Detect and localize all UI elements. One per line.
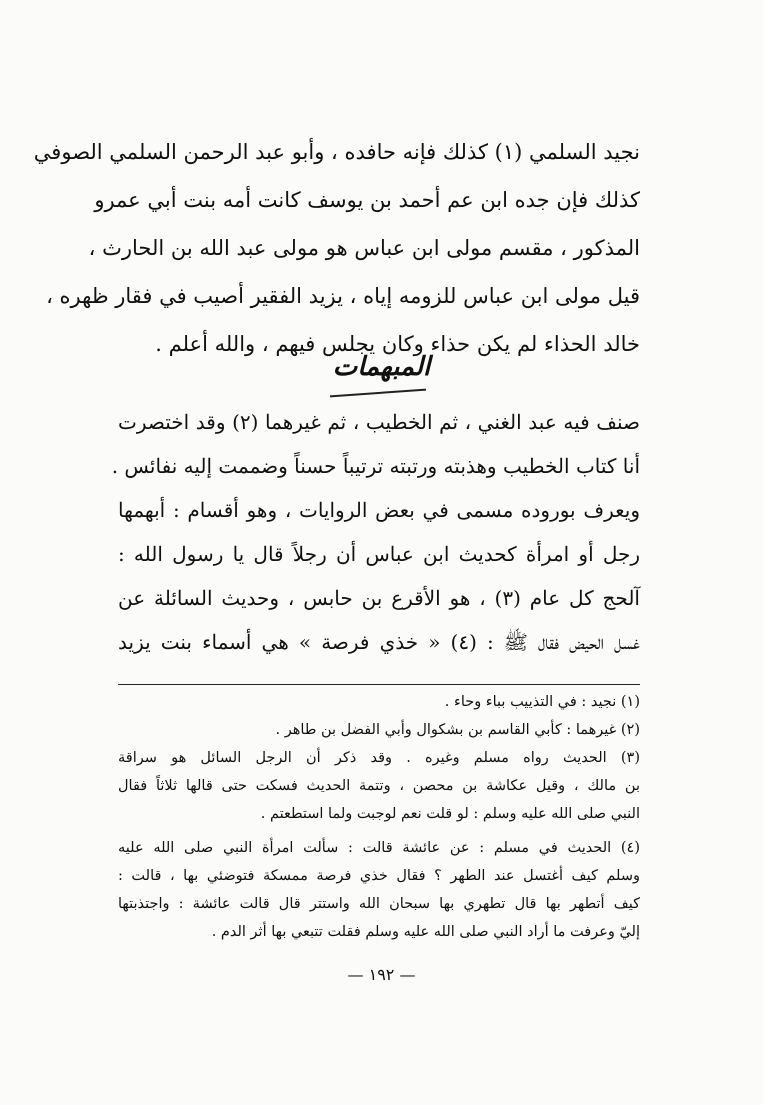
text-line: ويعرف بوروده مسمى في بعض الروايات ، وهو أقسام : أبهمها	[118, 498, 640, 522]
footnote-line: وسلم كيف أغتسل عند الطهر ؟ فقال خذي فرصة ممسكة فتوضئي بها ، قالت :	[118, 868, 640, 884]
text-line: آلحج كل عام (٣) ، هو الأقرع بن حابس ، وحديث السائلة عن	[118, 586, 640, 610]
footnote-line: كيف أتطهر بها قال تطهري بها سبحان الله واستتر قال قالت عائشة : واجتذبتها	[118, 896, 640, 912]
footnote-line: بن مالك ، وقيل عكاشة بن محصن ، وتتمة الحديث فسكت حتى قالها ثلاثاً فقال	[118, 778, 640, 794]
section-text	[111, 400, 640, 664]
text-line: كذلك فإن جده ابن عم أحمد بن يوسف كانت أمه بنت أبي عمرو	[94, 188, 640, 212]
footnote-line: النبي صلى الله عليه وسلم : لو قلت نعم لوجبت ولما استطعتم .	[260, 806, 640, 822]
page-number: — ١٩٢ —	[347, 965, 416, 984]
footnote-line: (٣) الحديث رواه مسلم وغيره . وقد ذكر أن الرجل السائل هو سراقة	[118, 750, 640, 766]
footnote-line: (٢) غيرهما : كأبي القاسم بن بشكوال وأبي الفضل بن طاهر .	[275, 722, 640, 738]
text-line: رجل أو امرأة كحديث ابن عباس أن رجلاً قال يا رسول الله :	[118, 542, 640, 566]
text-line: قيل مولى ابن عباس للزومه إياه ، يزيد الفقير أصيب في فقار ظهره ،	[46, 284, 640, 308]
footnote-line: إليّ وعرفت ما أراد النبي صلى الله عليه وسلم فقلت تتبعي بها أثر الدم .	[211, 924, 640, 940]
footnote-line: (١) نجيد : في التذييب بباء وحاء .	[444, 694, 640, 710]
text-line: خالد الحذاء لم يكن حذاء وكان يجلس فيهم ، والله أعلم .	[155, 332, 640, 356]
footnote-line: (٤) الحديث في مسلم : عن عائشة قالت : سألت امرأة النبي صلى الله عليه	[118, 840, 640, 856]
main-text	[33, 128, 640, 368]
text-line: المذكور ، مقسم مولى ابن عباس هو مولى عبد الله بن الحارث ،	[88, 236, 640, 260]
section-heading: المبهمات	[332, 352, 431, 382]
footnote-divider	[118, 684, 640, 685]
text-line: أنا كتاب الخطيب وهذبته ورتبته ترتيباً حسناً وضممت إليه نفائس .	[111, 454, 640, 478]
text-line: غسل الحيض فقال ﷺ : (٤) « خذي فرصة » هي أسماء بنت يزيد	[118, 630, 640, 654]
footnotes	[118, 688, 640, 946]
heading-flourish	[330, 389, 426, 398]
text-line: نجيد السلمي (١) كذلك فإنه حافده ، وأبو عبد الرحمن السلمي الصوفي	[33, 140, 640, 164]
text-line: صنف فيه عبد الغني ، ثم الخطيب ، ثم غيرهما (٢) وقد اختصرت	[118, 410, 640, 434]
